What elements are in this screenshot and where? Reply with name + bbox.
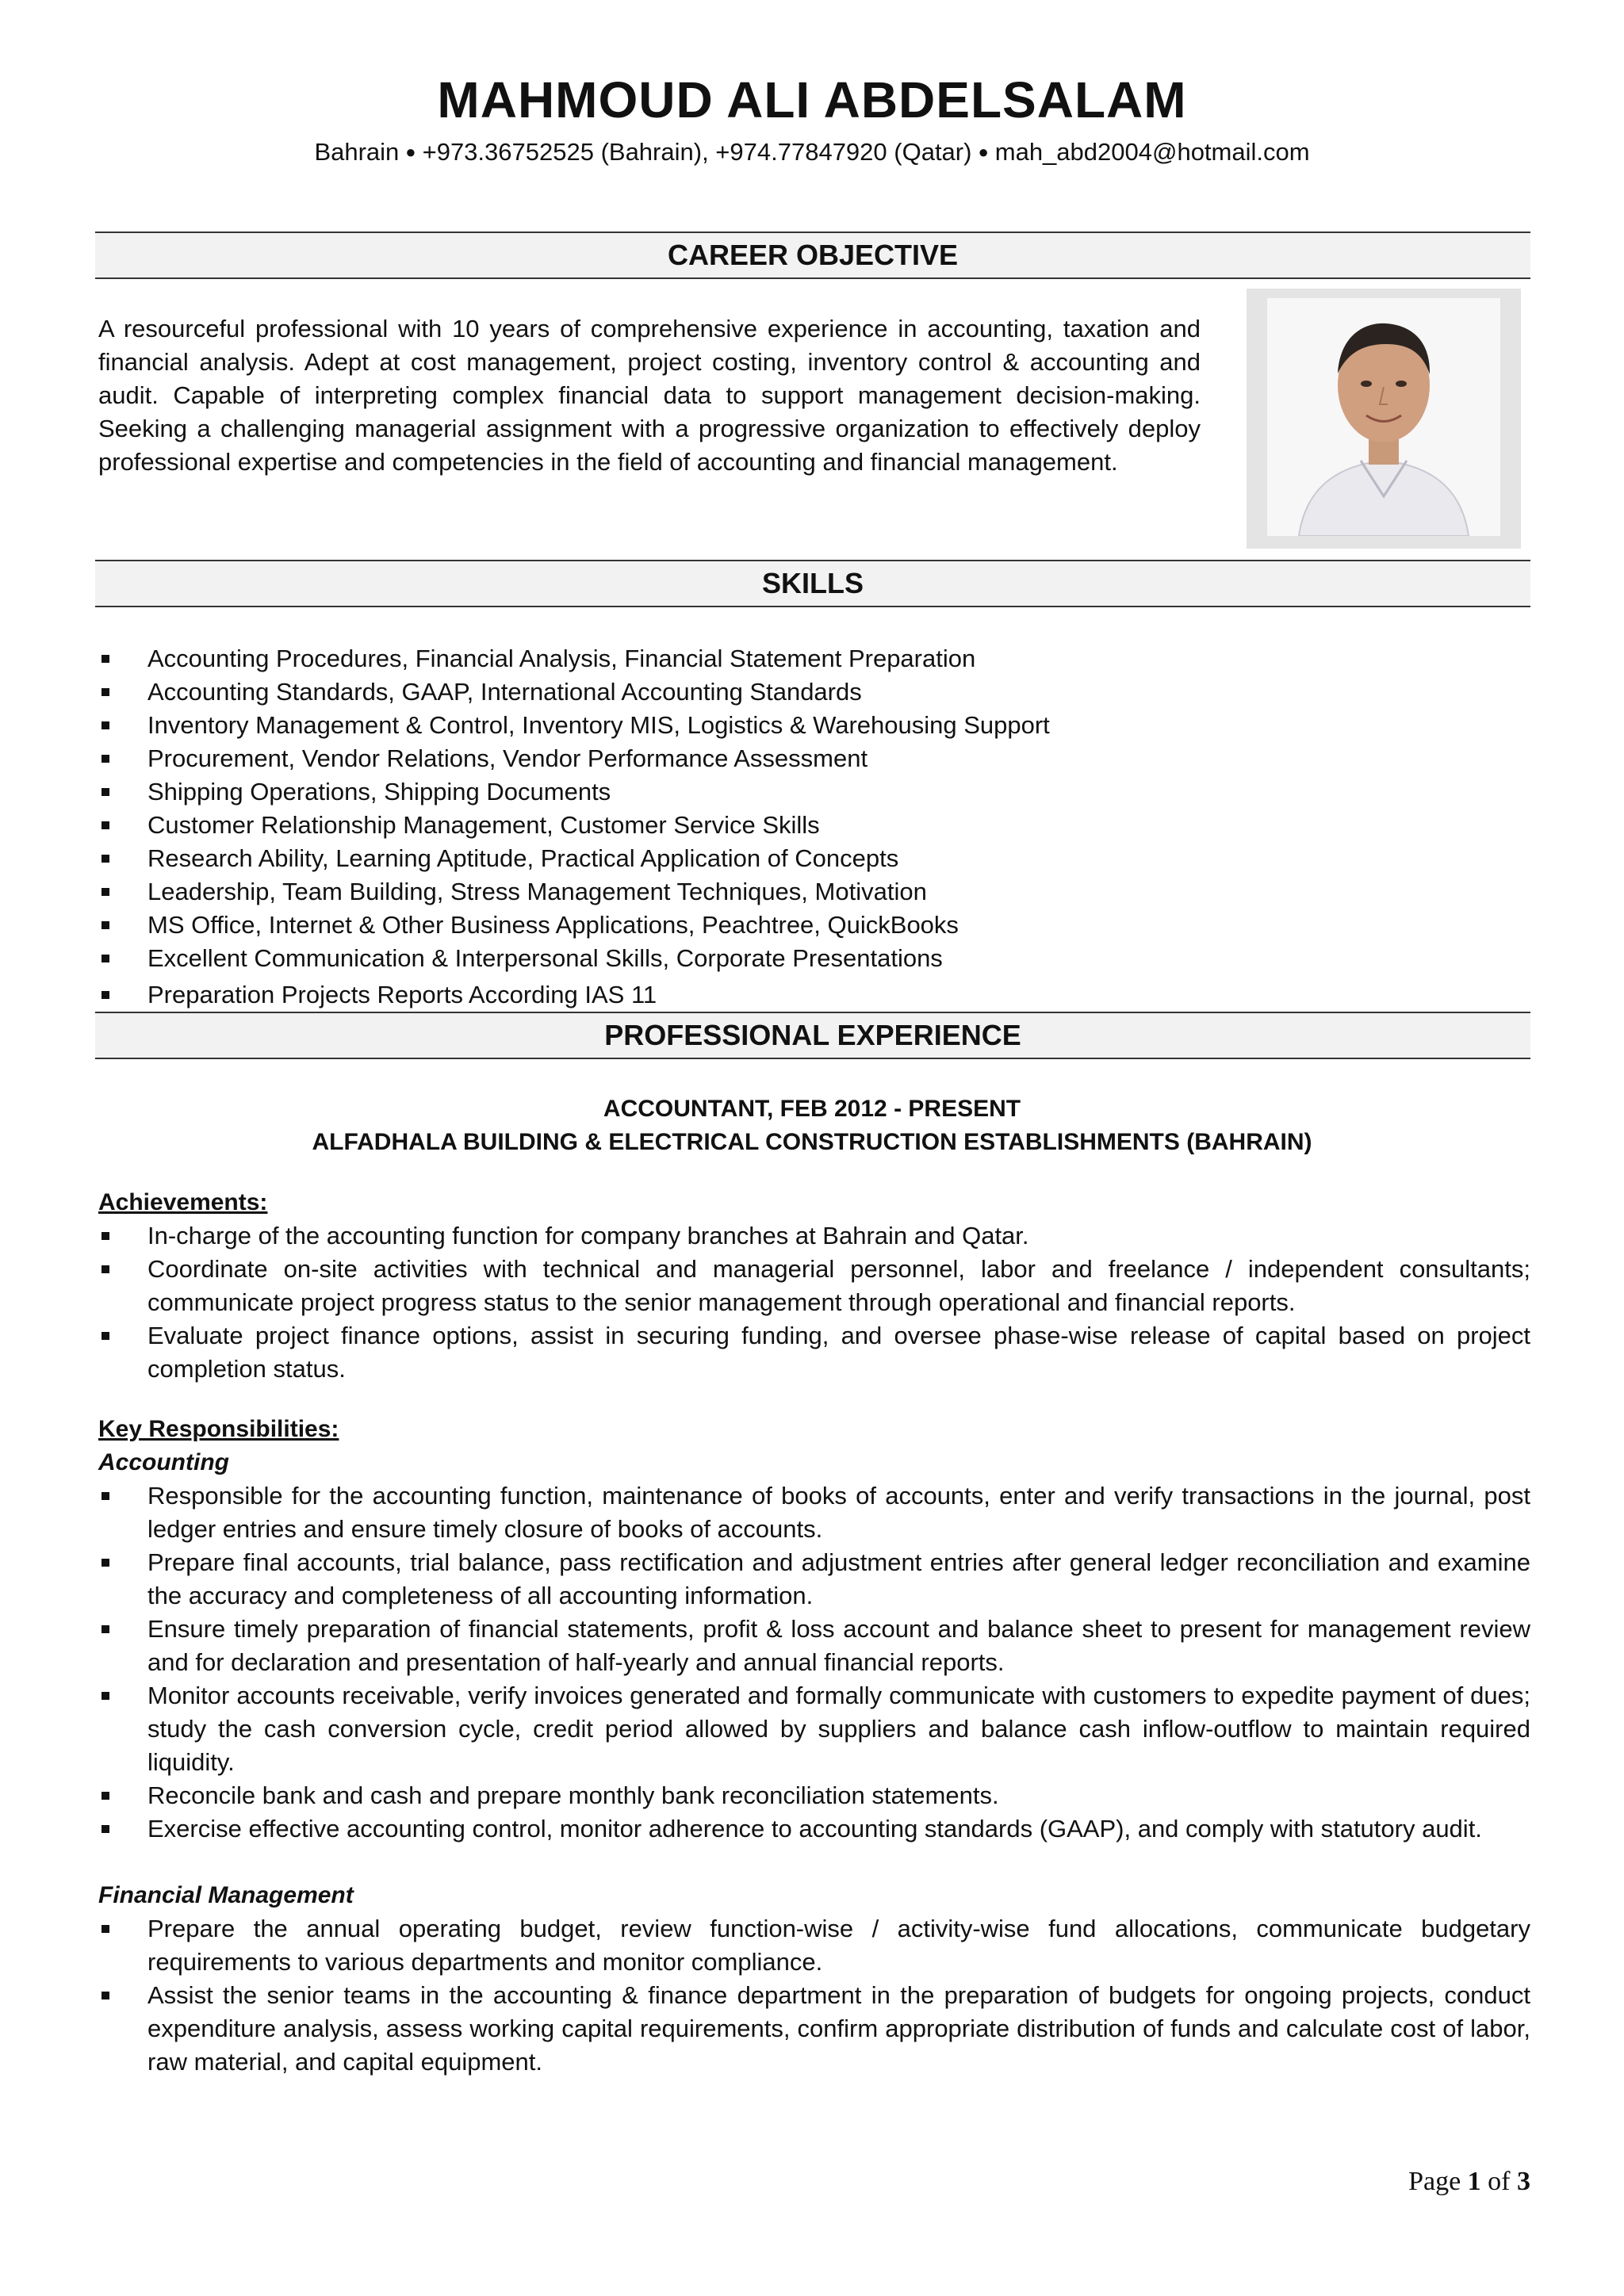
profile-photo-image	[1267, 298, 1500, 536]
list-item: Excellent Communication & Interpersonal Skills, Corporate Presentations	[98, 942, 1446, 975]
list-item: Procurement, Vendor Relations, Vendor Performance Assessment	[98, 742, 1446, 775]
list-item: Prepare the annual operating budget, review function-wise / activity-wise fund allocations, communicate budgetary requirements to various departments and monitor compliance.	[98, 1912, 1530, 1979]
list-item: Shipping Operations, Shipping Documents	[98, 775, 1446, 809]
page-label: Page	[1408, 2167, 1461, 2196]
section-professional-experience: PROFESSIONAL EXPERIENCE	[95, 1012, 1530, 1059]
contact-line	[0, 135, 1624, 170]
company-name: ALFADHALA BUILDING & ELECTRICAL CONSTRUCTION ESTABLISHMENTS (BAHRAIN)	[312, 1129, 1312, 1155]
email-address: mah_abd2004@hotmail.com	[994, 138, 1310, 166]
job-title: ACCOUNTANT, FEB 2012 - PRESENT	[603, 1096, 1021, 1122]
list-item: Monitor accounts receivable, verify invoices generated and formally communicate with customers to expedite payment of dues; study the cash conversion cycle, credit period allowed by suppliers and balance cash inflow-outflow to maintain required liquidity.	[98, 1679, 1530, 1779]
phone-numbers: +973.36752525 (Bahrain), +974.77847920 (Qatar)	[422, 138, 972, 166]
list-item: Preparation Projects Reports According IAS 11	[98, 978, 1446, 1012]
list-item: Leadership, Team Building, Stress Management Techniques, Motivation	[98, 875, 1446, 909]
section-skills: SKILLS	[95, 560, 1530, 607]
bullet-separator-icon: ●	[405, 142, 416, 162]
list-item: Accounting Procedures, Financial Analysis, Financial Statement Preparation	[98, 642, 1446, 675]
list-item: Responsible for the accounting function, maintenance of books of accounts, enter and verify transactions in the journal, post ledger entries and ensure timely closure of books of accounts.	[98, 1479, 1530, 1546]
achievements-list	[98, 1219, 1530, 1386]
location: Bahrain	[314, 138, 400, 166]
list-item: In-charge of the accounting function for company branches at Bahrain and Qatar.	[98, 1219, 1530, 1253]
accounting-list	[98, 1479, 1530, 1846]
list-item: Reconcile bank and cash and prepare monthly bank reconciliation statements.	[98, 1779, 1530, 1812]
list-item: Inventory Management & Control, Inventory MIS, Logistics & Warehousing Support	[98, 709, 1446, 742]
list-item: Prepare final accounts, trial balance, pass rectification and adjustment entries after general ledger reconciliation and examine the accuracy and completeness of all accounting information.	[98, 1546, 1530, 1613]
candidate-name: MAHMOUD ALI ABDELSALAM	[437, 71, 1187, 128]
list-item: Customer Relationship Management, Customer Service Skills	[98, 809, 1446, 842]
list-item: Coordinate on-site activities with technical and managerial personnel, labor and freelance / independent consultants; communicate project progress status to the senior management through operational and financial reports.	[98, 1253, 1530, 1319]
objective-text: A resourceful professional with 10 years of comprehensive experience in accounting, taxation and financial analysis. Adept at cost management, project costing, inventory control & accounting and audit. Capable of interpreting complex financial data to support management decision-making. Seeking a challenging managerial assignment with a progressive organization to effectively deploy professional expertise and competencies in the field of accounting and financial management.	[98, 315, 1201, 476]
list-item: Research Ability, Learning Aptitude, Practical Application of Concepts	[98, 842, 1446, 875]
financial-management-subheading: Financial Management	[98, 1882, 354, 1908]
bullet-separator-icon: ●	[978, 142, 989, 162]
list-item: Exercise effective accounting control, monitor adherence to accounting standards (GAAP), and comply with statutory audit.	[98, 1812, 1530, 1846]
skills-list	[98, 642, 1446, 1012]
list-item: Ensure timely preparation of financial statements, profit & loss account and balance sheet to present for management review and for declaration and presentation of half-yearly and annual financial reports.	[98, 1613, 1530, 1679]
list-item: Evaluate project finance options, assist in securing funding, and oversee phase-wise release of capital based on project completion status.	[98, 1319, 1530, 1386]
current-page: 1	[1467, 2167, 1481, 2196]
of-label: of	[1488, 2167, 1511, 2196]
list-item: Assist the senior teams in the accounting & finance department in the preparation of budgets for ongoing projects, conduct expenditure analysis, assess working capital requirements, confirm appropriate distribution of funds and calculate cost of labor, raw material, and capital equipment.	[98, 1979, 1530, 2079]
responsibilities-heading: Key Responsibilities:	[98, 1416, 339, 1442]
accounting-subheading: Accounting	[98, 1449, 229, 1475]
list-item: MS Office, Internet & Other Business Applications, Peachtree, QuickBooks	[98, 909, 1446, 942]
total-pages: 3	[1517, 2167, 1530, 2196]
achievements-heading: Achievements:	[98, 1189, 268, 1215]
profile-photo	[1247, 289, 1521, 549]
financial-management-list	[98, 1912, 1530, 2079]
list-item: Accounting Standards, GAAP, International Accounting Standards	[98, 675, 1446, 709]
page-number	[1408, 2164, 1530, 2199]
person-portrait-icon	[1267, 298, 1500, 536]
section-career-objective: CAREER OBJECTIVE	[95, 232, 1530, 279]
